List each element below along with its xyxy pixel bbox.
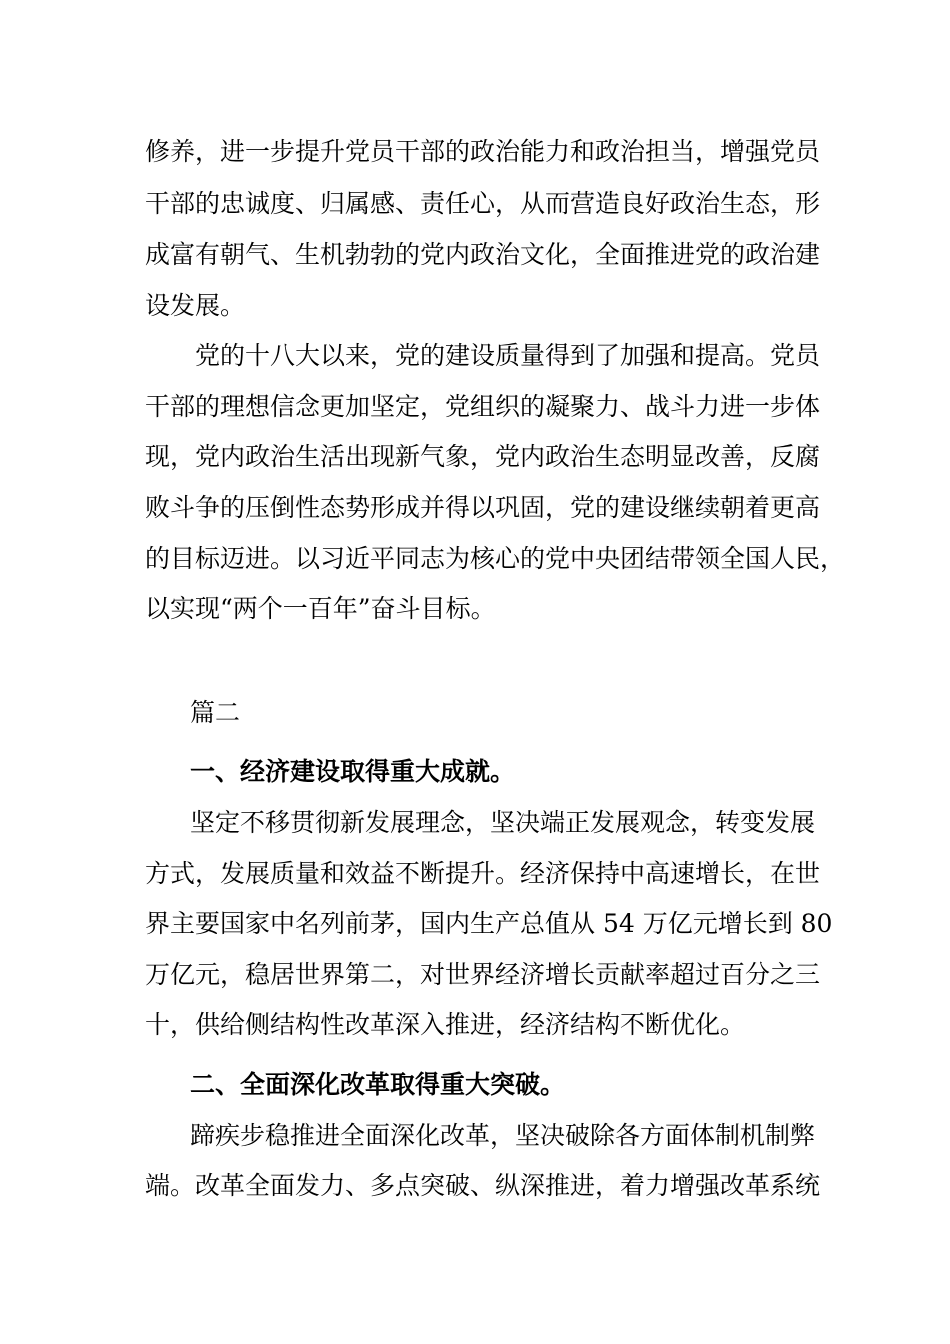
- paragraph-3-line-2: 方式，发展质量和效益不断提升。经济保持中高速增长，在世: [145, 859, 821, 888]
- paragraph-2-line-1: 党的十八大以来，党的建设质量得到了加强和提高。党员: [195, 341, 821, 370]
- section-label: 篇二: [190, 698, 241, 727]
- paragraph-1-line-1: 修养，进一步提升党员干部的政治能力和政治担当，增强党员: [145, 137, 821, 166]
- paragraph-2-line-6: 以实现“两个一百年”奋斗目标。: [145, 594, 496, 623]
- paragraph-2-line-4: 败斗争的压倒性态势形成并得以巩固，党的建设继续朝着更高: [145, 493, 821, 522]
- paragraph-3-line-1: 坚定不移贯彻新发展理念，坚决端正发展观念，转变发展: [190, 808, 816, 837]
- paragraph-4-line-1: 蹄疾步稳推进全面深化改革，坚决破除各方面体制机制弊: [190, 1121, 816, 1150]
- paragraph-1-line-3: 成富有朝气、生机勃勃的党内政治文化，全面推进党的政治建: [145, 240, 821, 269]
- paragraph-1-line-4: 设发展。: [145, 291, 246, 320]
- section-heading-1: 一、经济建设取得重大成就。: [190, 757, 516, 786]
- paragraph-4-line-2: 端。改革全面发力、多点突破、纵深推进，着力增强改革系统: [145, 1171, 821, 1200]
- paragraph-3-line-4: 万亿元，稳居世界第二，对世界经济增长贡献率超过百分之三: [145, 960, 821, 989]
- paragraph-2-line-2: 干部的理想信念更加坚定，党组织的凝聚力、战斗力进一步体: [145, 392, 821, 421]
- paragraph-3-line-5: 十，供给侧结构性改革深入推进，经济结构不断优化。: [145, 1010, 746, 1039]
- paragraph-3-line-3: 界主要国家中名列前茅，国内生产总值从 54 万亿元增长到 80: [145, 909, 833, 938]
- paragraph-1-line-2: 干部的忠诚度、归属感、责任心，从而营造良好政治生态，形: [145, 189, 821, 218]
- paragraph-2-line-3: 现，党内政治生活出现新气象，党内政治生态明显改善，反腐: [145, 442, 821, 471]
- section-heading-2: 二、全面深化改革取得重大突破。: [190, 1070, 566, 1099]
- paragraph-2-line-5: 的目标迈进。以习近平同志为核心的党中央团结带领全国人民，: [145, 544, 846, 573]
